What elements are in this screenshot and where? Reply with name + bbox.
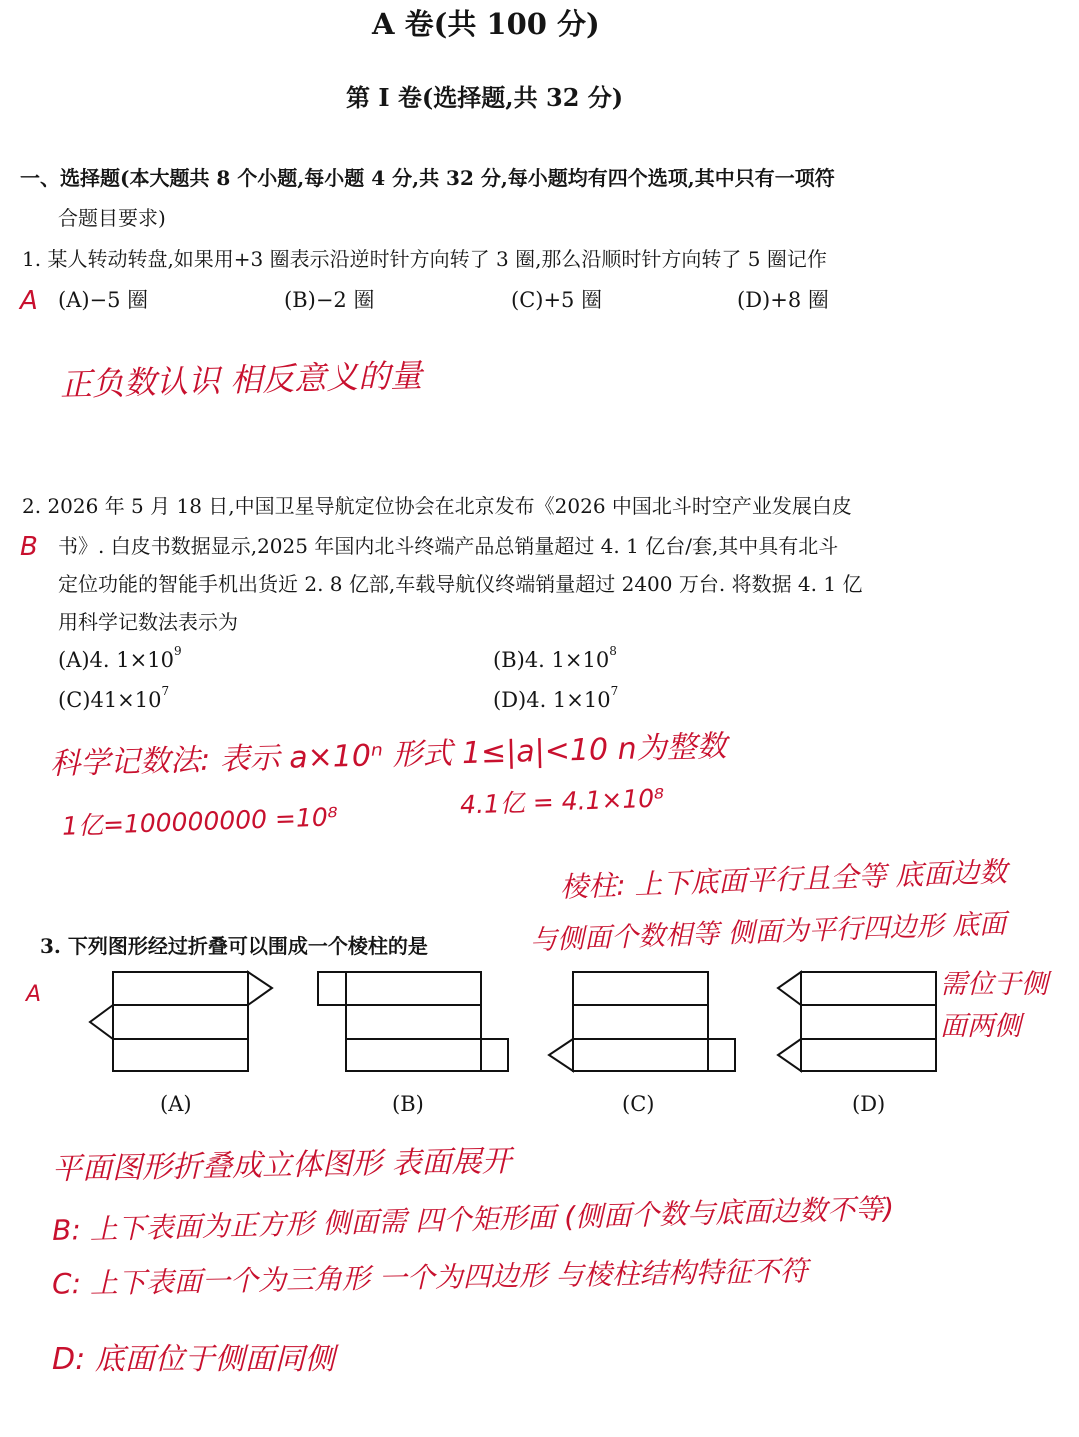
q2-option-d: (D)4. $1\times 10^7$ (493, 684, 619, 712)
q1-option-d: (D)+8 圈 (737, 288, 829, 312)
q3-hand-note1: 平面图形折叠成立体图形 表面展开 (51, 1143, 512, 1188)
q3-figure-d (773, 965, 973, 1075)
q3-figure-b (315, 965, 515, 1075)
q3-label-d: (D) (852, 1092, 886, 1116)
section-heading-line2: 合题目要求) (58, 206, 166, 230)
q3-stem: 3. 下列图形经过折叠可以围成一个棱柱的是 (40, 934, 428, 958)
q2-option-c: $(C)41\times 10^7$ (58, 684, 170, 712)
q2-hand-note1: 科学记数法: 表示 a×10ⁿ 形式 1≤|a|<10 n为整数 (49, 729, 728, 782)
q1-option-a: (A)−5 圈 (58, 288, 149, 312)
q2-line3: 定位功能的智能手机出货近 2. 8 亿部,车载导航仪终端销量超过 2400 万台. 将数据 4. 1 亿 (58, 572, 863, 596)
q2-line4: 用科学记数法表示为 (58, 610, 238, 634)
q3-hand-note-right1: 棱柱: 上下底面平行且全等 底面边数 (559, 855, 1008, 904)
q3-hand-answer: A (26, 982, 42, 1007)
q2-line2: 书》. 白皮书数据显示,2025 年国内北斗终端产品总销量超过 4. 1 亿台/套,其中具有北斗 (58, 534, 839, 558)
q1-hand-answer: A (20, 286, 38, 316)
section-heading-line1: 一、选择题(本大题共 8 个小题,每小题 4 分,共 32 分,每小题均有四个选项,其中只有一项符 (20, 166, 835, 190)
q3-hand-note-right4: 面两侧 (940, 1011, 1021, 1042)
q3-hand-note2: B: 上下表面为正方形 侧面需 四个矩形面 (侧面个数与底面边数不等) (51, 1191, 895, 1248)
q3-label-b: (B) (392, 1092, 424, 1116)
q1-hand-note: 正负数认识 相反意义的量 (59, 356, 423, 404)
q3-figure-a (85, 965, 285, 1075)
q2-option-a: (A)4. $1\times 10^9$ (58, 644, 182, 672)
q2-line1: 2. 2026 年 5 月 18 日,中国卫星导航定位协会在北京发布《2026 中国北斗时空产业发展白皮 (22, 494, 852, 518)
q3-label-a: (A) (160, 1092, 192, 1116)
q1-option-b: (B)−2 圈 (284, 288, 375, 312)
q1-option-c: (C)+5 圈 (511, 288, 603, 312)
section-subtitle: 第 I 卷(选择题,共 32 分) (346, 83, 624, 112)
q3-hand-note-right3: 需位于侧 (940, 969, 1048, 1000)
q3-label-c: (C) (622, 1092, 655, 1116)
q3-hand-note3: C: 上下表面一个为三角形 一个为四边形 与棱柱结构特征不符 (51, 1254, 808, 1301)
q1-stem: 1. 某人转动转盘,如果用+3 圈表示沿逆时针方向转了 3 圈,那么沿顺时针方向转了 5 圈记作 (22, 247, 827, 271)
q2-option-b: (B)4. $1\times 10^8$ (493, 644, 617, 672)
page-title: A 卷(共 100 分) (372, 7, 600, 41)
q3-hand-note-right2: 与侧面个数相等 侧面为平行四边形 底面 (529, 908, 1007, 957)
q3-hand-note4: D: 底面位于侧面同侧 (52, 1342, 335, 1377)
q2-hand-note2b: 4.1亿 = 4.1×10⁸ (459, 783, 665, 820)
q2-hand-answer: B (20, 532, 38, 562)
q3-figure-c (545, 965, 745, 1075)
q2-hand-note2a: 1亿=100000000 =10⁸ (61, 802, 339, 841)
